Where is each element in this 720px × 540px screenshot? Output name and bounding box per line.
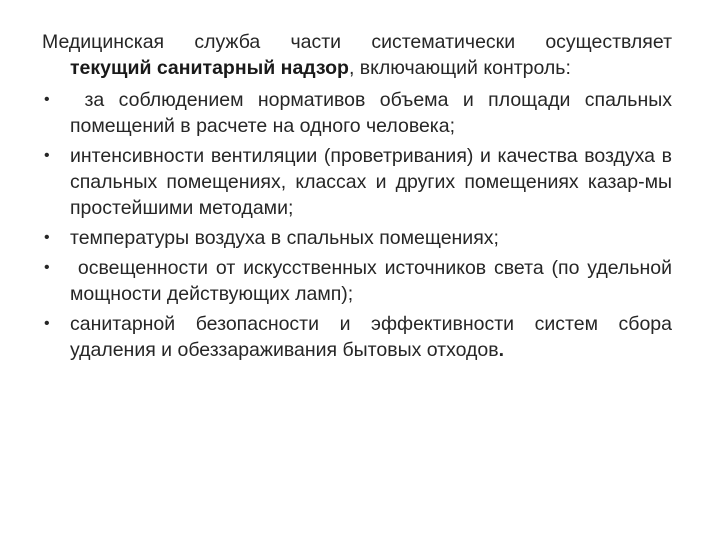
bullet-text: температуры воздуха в спальных помещениях; [70, 227, 499, 249]
bullet-icon: • [44, 91, 50, 108]
bullet-item-4 [42, 255, 678, 307]
bullet-text: санитарной безопасности и эффективности систем сбора удаления и обеззараживания бытовых отходов [70, 313, 672, 361]
bullet-icon: • [44, 259, 50, 276]
bullet-icon: • [44, 315, 50, 332]
intro-continuation [42, 55, 672, 81]
intro-paragraph [42, 29, 672, 81]
bullet-item-3 [42, 225, 672, 251]
intro-line: Медицинская служба части систематически осуществляет [42, 31, 672, 53]
bullet-item-5 [42, 311, 672, 363]
bullet-text: освещенности от искусственных источников света (по удельной мощности действующих ламп); [70, 257, 678, 305]
intro-bold-term: текущий санитарный надзор [70, 57, 349, 79]
bullet-text: за соблюдением нормативов объема и площади спальных помещений в расчете на одного человека; [70, 89, 678, 137]
final-period: . [498, 339, 505, 361]
bullet-icon: • [44, 147, 50, 164]
bullet-item-2 [42, 143, 672, 221]
bullet-item-1 [42, 87, 678, 139]
bullet-text-with-period [70, 311, 672, 363]
bullet-list [42, 87, 678, 363]
bullet-icon: • [44, 229, 50, 246]
bullet-text: интенсивности вентиляции (проветривания) и качества воздуха в спальных помещениях, классах и других помещениях казар-мы простейшими методами; [70, 145, 672, 219]
intro-rest: , включающий контроль: [348, 57, 571, 79]
